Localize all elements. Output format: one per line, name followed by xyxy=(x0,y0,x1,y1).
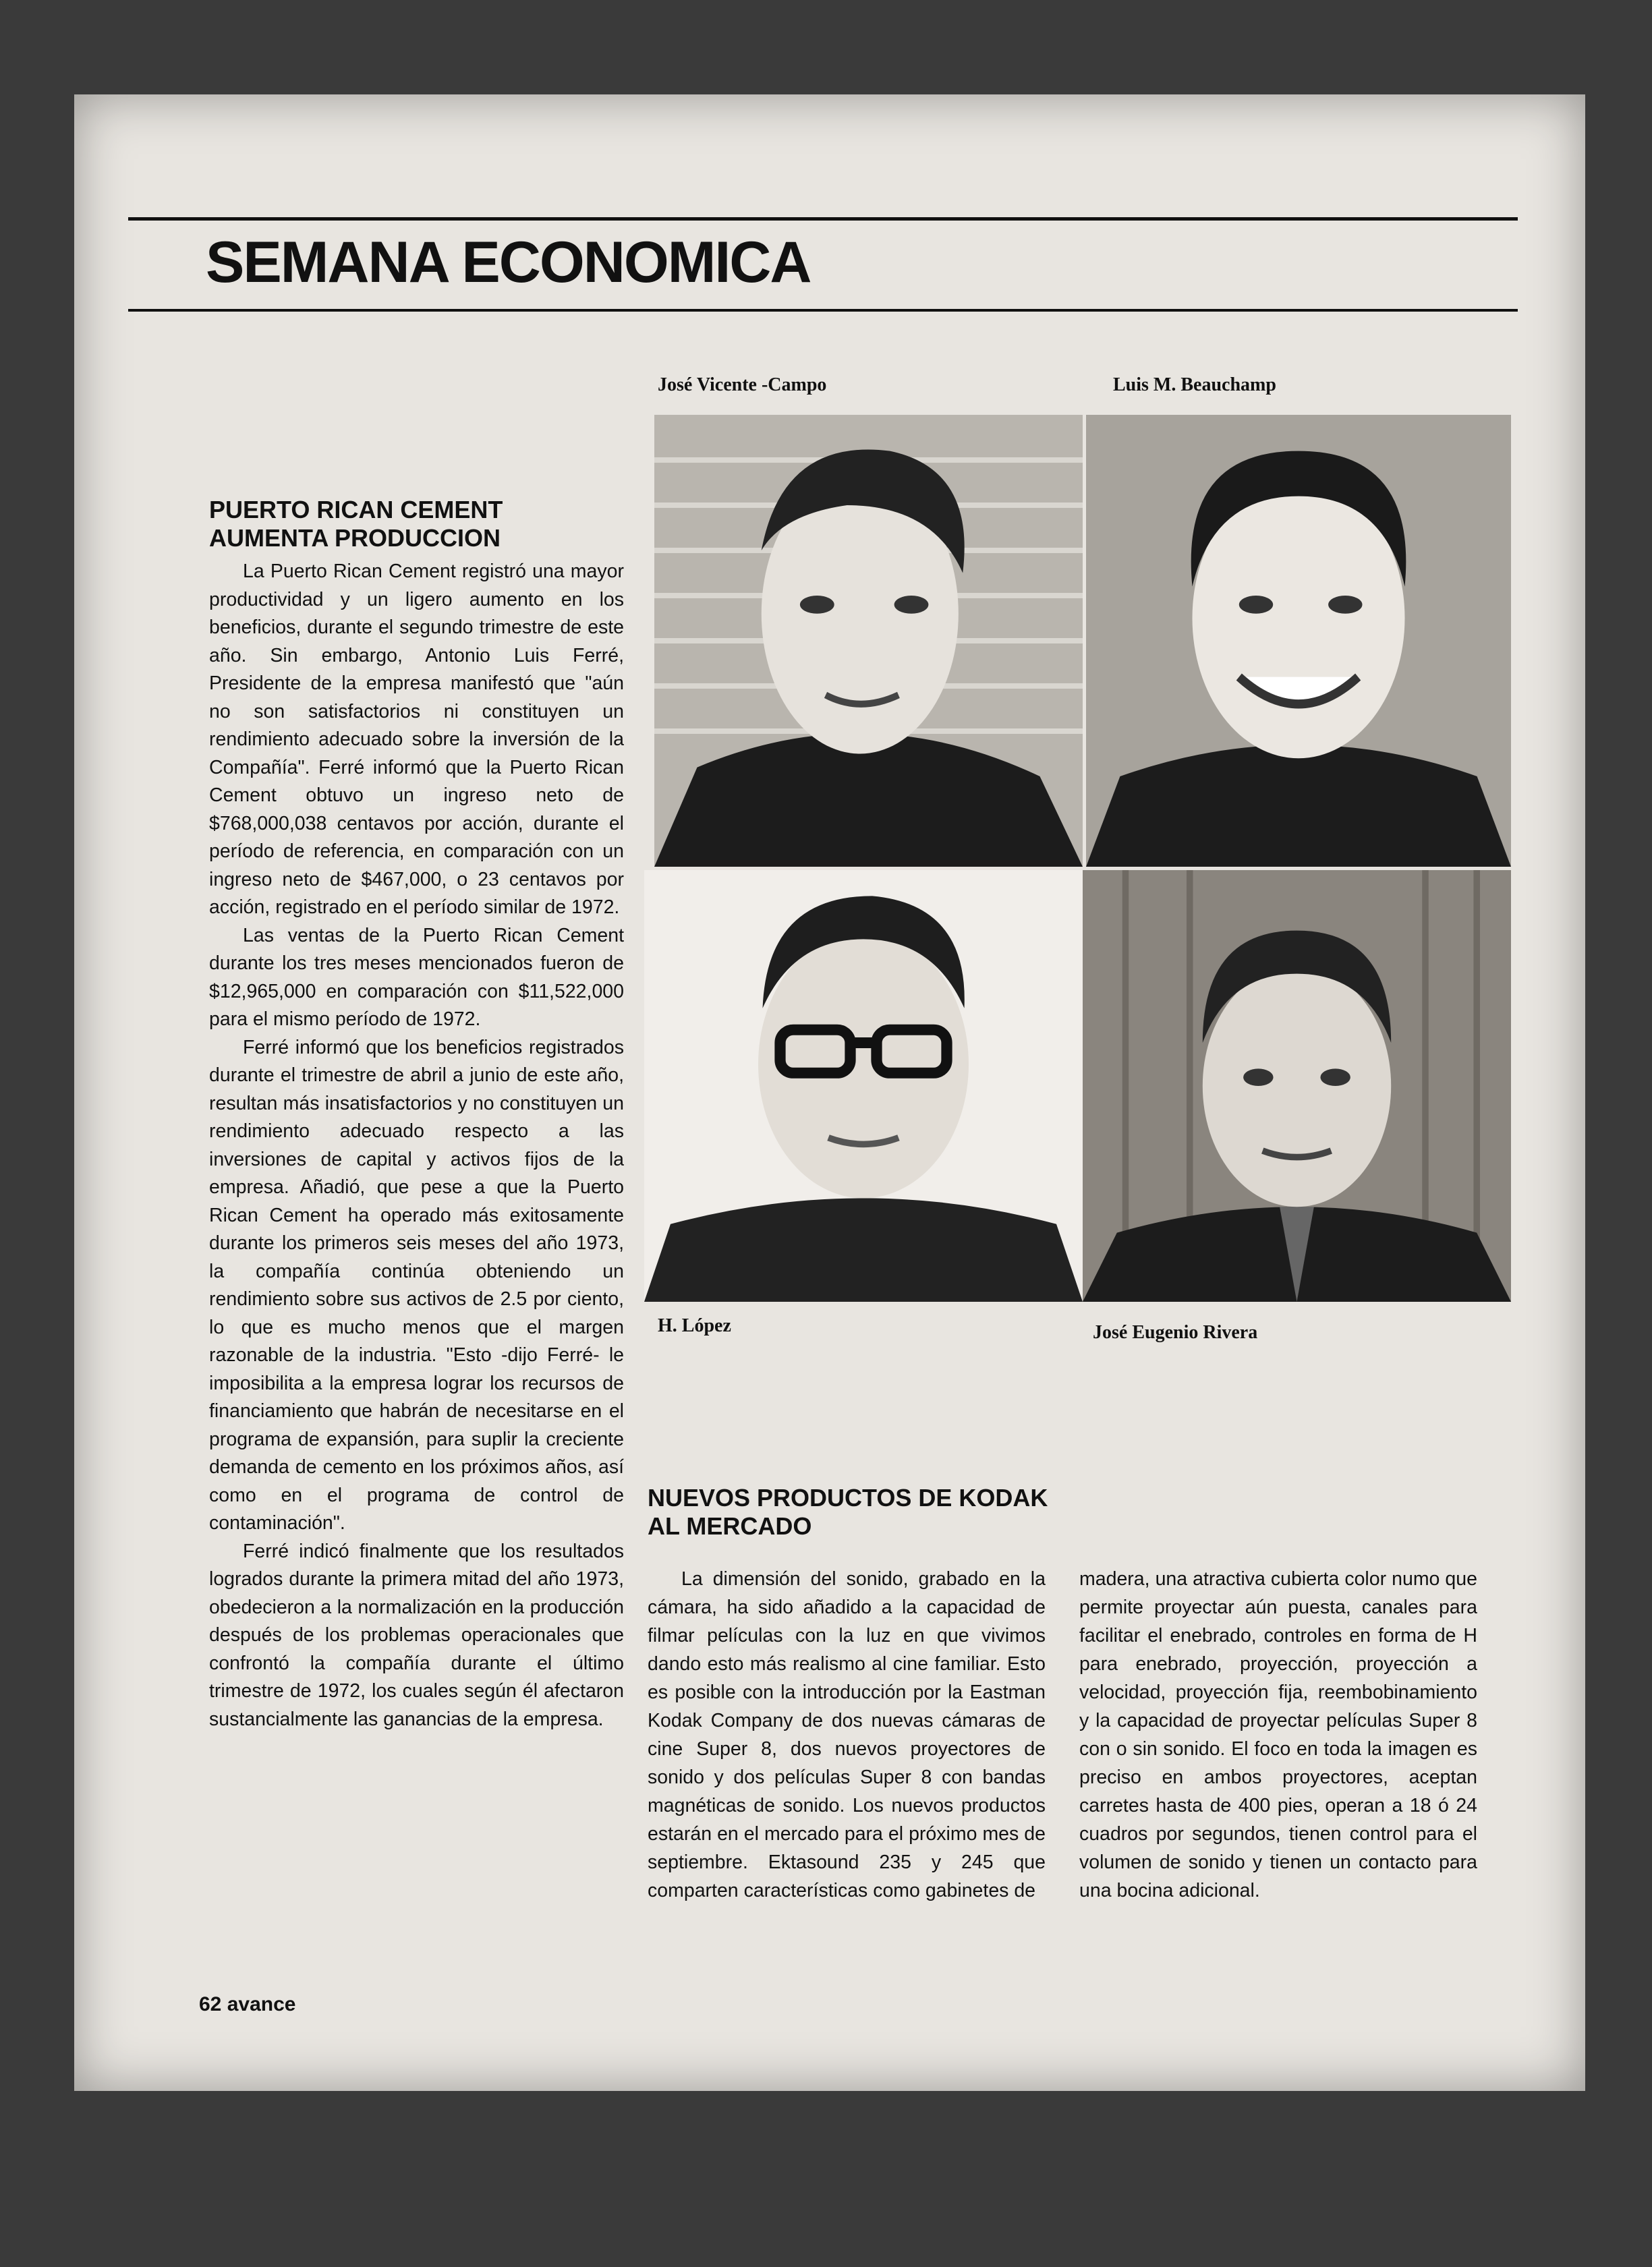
page-folio: 62 avance xyxy=(199,1993,296,2015)
article-kodak-column-2 xyxy=(1079,1565,1477,1905)
paragraph: La Puerto Rican Cement registró una mayor productividad y un ligero aumento en los beneficios, durante el segundo trimestre de este año. Sin embargo, Antonio Luis Ferré, Presidente de la empresa manifestó que "aún no son satisfactorios ni constituyen un rendimiento adecuado sobre la inversión de la Compañía". Ferré informó que la Puerto Rican Cement obtuvo un ingreso neto de $768,000,038 centavos por acción, durante el período de referencia, en comparación con un ingreso neto de $467,000, o 23 centavos por acción, registrado en el período similar de 1972. xyxy=(209,561,624,918)
article-kodak-column-1 xyxy=(648,1565,1046,1905)
portrait-photo-top-right xyxy=(1086,415,1511,867)
caption-top-left: José Vicente -Campo xyxy=(658,374,827,395)
article-puerto-rican-cement xyxy=(209,496,624,1733)
headline-line-1: NUEVOS PRODUCTOS DE KODAK xyxy=(648,1484,1048,1512)
headline-line-1: PUERTO RICAN CEMENT xyxy=(209,496,503,523)
caption-top-right: Luis M. Beauchamp xyxy=(1113,374,1276,395)
caption-bottom-left: H. López xyxy=(658,1315,731,1336)
headline-line-2: AL MERCADO xyxy=(648,1512,812,1540)
top-rule xyxy=(128,217,1518,221)
title-underline xyxy=(128,309,1518,312)
paragraph: madera, una atractiva cubierta color numo que permite proyectar aún puesta, canales para facilitar el enebrado, controles en forma de H para enebrado, proyección, proyección a velocidad, proyección fija, reembobinamiento y la capacidad de proyectar películas Super 8 con o sin sonido. El foco en toda la imagen es preciso en ambos proyectores, aceptan carretes hasta de 400 pies, operan a 18 ó 24 cuadros por segundos, tienen control para el volumen de sonido y tienen un contacto para una bocina adicional. xyxy=(1079,1568,1477,1901)
paragraph: Las ventas de la Puerto Rican Cement durante los tres meses mencionados fueron de $12,965,000 en comparación con $11,522,000 para el mismo período de 1972. xyxy=(209,924,624,1030)
headline-line-2: AUMENTA PRODUCCION xyxy=(209,524,501,552)
article-headline xyxy=(209,496,624,552)
paragraph: Ferré informó que los beneficios registrados durante el trimestre de abril a junio de este año, resultan más insatisfactorios y no constituyen un rendimiento adecuado respecto a las inversiones de capital y activos fijos de la empresa. Añadió, que pese a que la Puerto Rican Cement ha operado más exitosamente durante los primeros seis meses del año 1973, la compañía continúa obteniendo un rendimiento sobre sus activos de 2.5 por ciento, lo que es mucho menos que el margen razonable de la industria. "Esto -dijo Ferré- le imposibilita a la empresa lograr los recursos de financiamiento que habrán de necesitarse en el programa de expansión, para suplir la creciente demanda de cemento en los próximos años, así como en el programa de control de contaminación". xyxy=(209,1036,624,1534)
section-title: SEMANA ECONOMICA xyxy=(206,230,811,295)
caption-bottom-right: José Eugenio Rivera xyxy=(1093,1322,1258,1343)
portrait-photo-bottom-left xyxy=(644,870,1083,1302)
paragraph: Ferré indicó finalmente que los resultados logrados durante la primera mitad del año 1973, obedecieron a la normalización en la producción después de los problemas operacionales que confrontó la compañía durante el último trimestre de 1972, los cuales según él afectaron sustancialmente las ganancias de la empresa. xyxy=(209,1540,624,1730)
portrait-photo-top-left xyxy=(654,415,1083,867)
article-kodak-headline xyxy=(648,1484,1120,1541)
paragraph: La dimensión del sonido, grabado en la cámara, ha sido añadido a la capacidad de filmar películas con la luz en que vivimos dando esto más realismo al cine familiar. Esto es posible con la introducción por la Eastman Kodak Company de dos nuevas cámaras de cine Super 8, dos nuevos proyectores de sonido y dos películas Super 8 con bandas magnéticas de sonido. Los nuevos productos estarán en el mercado para el próximo mes de septiembre. Ektasound 235 y 245 que comparten características como gabinetes de xyxy=(648,1568,1046,1901)
portrait-photo-bottom-right xyxy=(1083,870,1511,1302)
article-body xyxy=(209,558,624,1733)
